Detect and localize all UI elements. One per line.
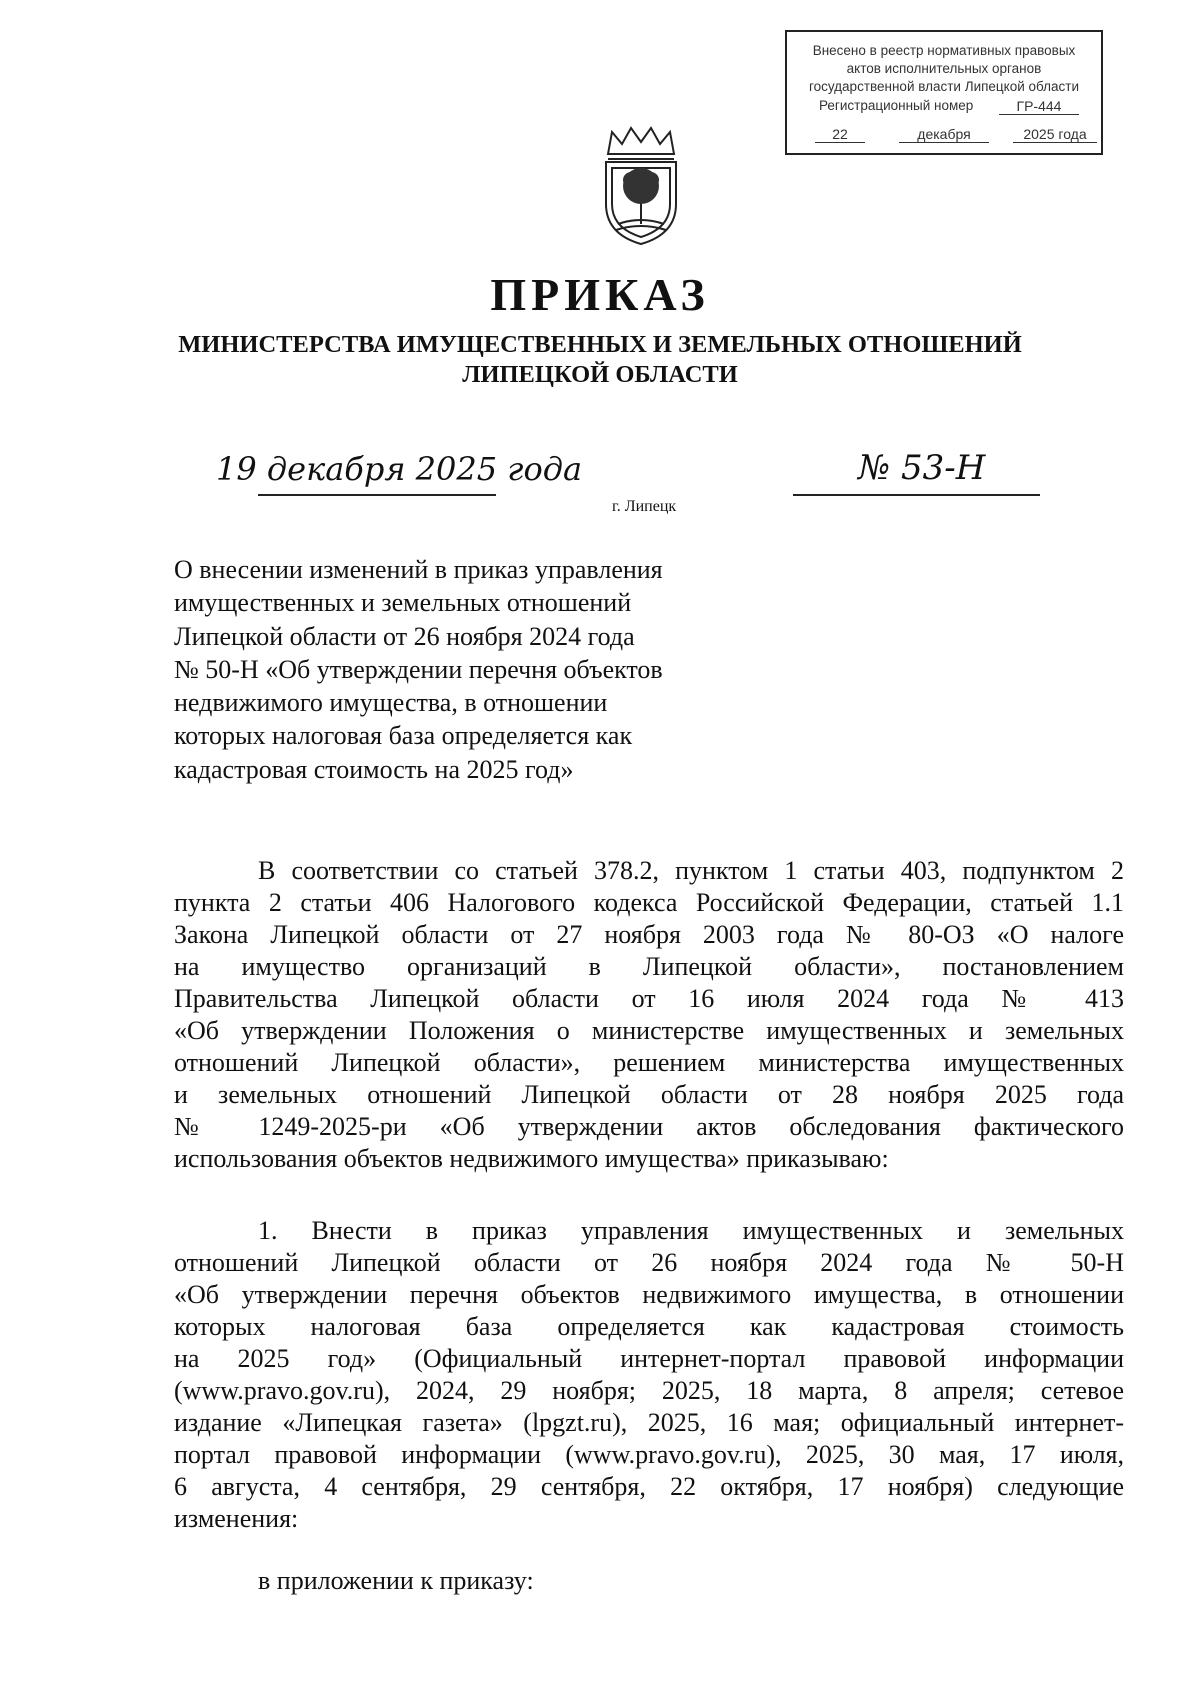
authority-line: МИНИСТЕРСТВА ИМУЩЕСТВЕННЫХ И ЗЕМЕЛЬНЫХ ОТНОШЕНИЙ — [178, 331, 1022, 358]
stamp-line: государственной власти Липецкой области — [808, 79, 1080, 94]
stamp-day: 22 — [815, 126, 865, 143]
subject-block — [174, 553, 734, 786]
number-underline — [793, 494, 1040, 496]
subject-line: № 50-Н «Об утверждении перечня объектов — [174, 654, 663, 684]
paragraph-line: № 1249-2025-ри «Об утверждении актов обследования фактического — [174, 1112, 1124, 1141]
stamp-line: актов исполнительных органов — [846, 61, 1042, 76]
stamp-month: декабря — [899, 126, 989, 143]
registry-stamp — [785, 30, 1103, 155]
subject-line: имущественных и земельных отношений — [174, 588, 632, 618]
paragraph-line: отношений Липецкой области от 26 ноября 2024 года № 50-Н — [174, 1248, 1124, 1277]
date-underline — [258, 494, 496, 496]
paragraph-line: изменения: — [174, 1504, 299, 1533]
paragraph-line: Правительства Липецкой области от 16 июля 2024 года № 413 — [174, 984, 1124, 1013]
handwritten-date: 19 декабря 2025 года — [216, 450, 583, 488]
paragraph-line: Закона Липецкой области от 27 ноября 2003 года № 80-ОЗ «О налоге — [174, 920, 1124, 949]
subject-line: О внесении изменений в приказ управления — [174, 555, 663, 584]
paragraph-line: на 2025 год» (Официальный интернет-портал правовой информации — [174, 1344, 1124, 1373]
stamp-line: Внесено в реестр нормативных правовых — [812, 43, 1076, 58]
paragraph-line: в приложении к приказу: — [258, 1566, 534, 1595]
stamp-registration-number: ГР-444 — [999, 98, 1079, 115]
paragraph-line: 6 августа, 4 сентября, 29 сентября, 22 октября, 17 ноября) следующие — [174, 1472, 1124, 1501]
subject-line: которых налоговая база определяется как — [174, 721, 633, 751]
paragraph-line: на имущество организаций в Липецкой области», постановлением — [174, 952, 1124, 981]
paragraph-line: использования объектов недвижимого имущества» приказываю: — [174, 1144, 889, 1173]
document-title: ПРИКАЗ — [490, 269, 710, 320]
stamp-registration-row — [819, 98, 1079, 120]
coat-of-arms-icon — [598, 124, 684, 248]
paragraph-line: пункта 2 статьи 406 Налогового кодекса Российской Федерации, статьей 1.1 — [174, 888, 1124, 917]
paragraph-line: отношений Липецкой области», решением министерства имущественных — [174, 1048, 1124, 1077]
subject-line: Липецкой области от 26 ноября 2024 года — [174, 621, 635, 651]
handwritten-number: № 53-Н — [858, 448, 986, 488]
paragraph-line: 1. Внести в приказ управления имущественных и земельных — [258, 1216, 1124, 1245]
stamp-registration-label: Регистрационный номер — [819, 98, 974, 113]
paragraph-line: и земельных отношений Липецкой области от 28 ноября 2025 года — [174, 1080, 1124, 1109]
paragraph-line: издание «Липецкая газета» (lpgzt.ru), 2025, 16 мая; официальный интернет- — [174, 1408, 1124, 1437]
item-1-subparagraph — [174, 1565, 1124, 1597]
stamp-date-row — [801, 126, 1097, 148]
city: г. Липецк — [612, 498, 677, 515]
paragraph-line: В соответствии со статьей 378.2, пунктом 1 статьи 403, подпунктом 2 — [258, 856, 1124, 885]
paragraph-line: «Об утверждении перечня объектов недвижимого имущества, в отношении — [174, 1280, 1124, 1309]
paragraph-line: портал правовой информации (www.pravo.gov.ru), 2025, 30 мая, 17 июля, — [174, 1440, 1124, 1469]
subject-line: недвижимого имущества, в отношении — [174, 688, 608, 718]
paragraph-line: (www.pravo.gov.ru), 2024, 29 ноября; 2025, 18 марта, 8 апреля; сетевое — [174, 1376, 1124, 1405]
stamp-year: 2025 года — [1013, 126, 1097, 143]
paragraph-line: которых налоговая база определяется как кадастровая стоимость — [174, 1312, 1124, 1341]
item-1-paragraph — [174, 1215, 1124, 1535]
preamble-paragraph — [174, 855, 1124, 1175]
issuing-authority — [0, 330, 1200, 390]
authority-line: ЛИПЕЦКОЙ ОБЛАСТИ — [462, 361, 738, 388]
subject-line: кадастровая стоимость на 2025 год» — [174, 754, 574, 784]
paragraph-line: «Об утверждении Положения о министерстве имущественных и земельных — [174, 1016, 1124, 1045]
